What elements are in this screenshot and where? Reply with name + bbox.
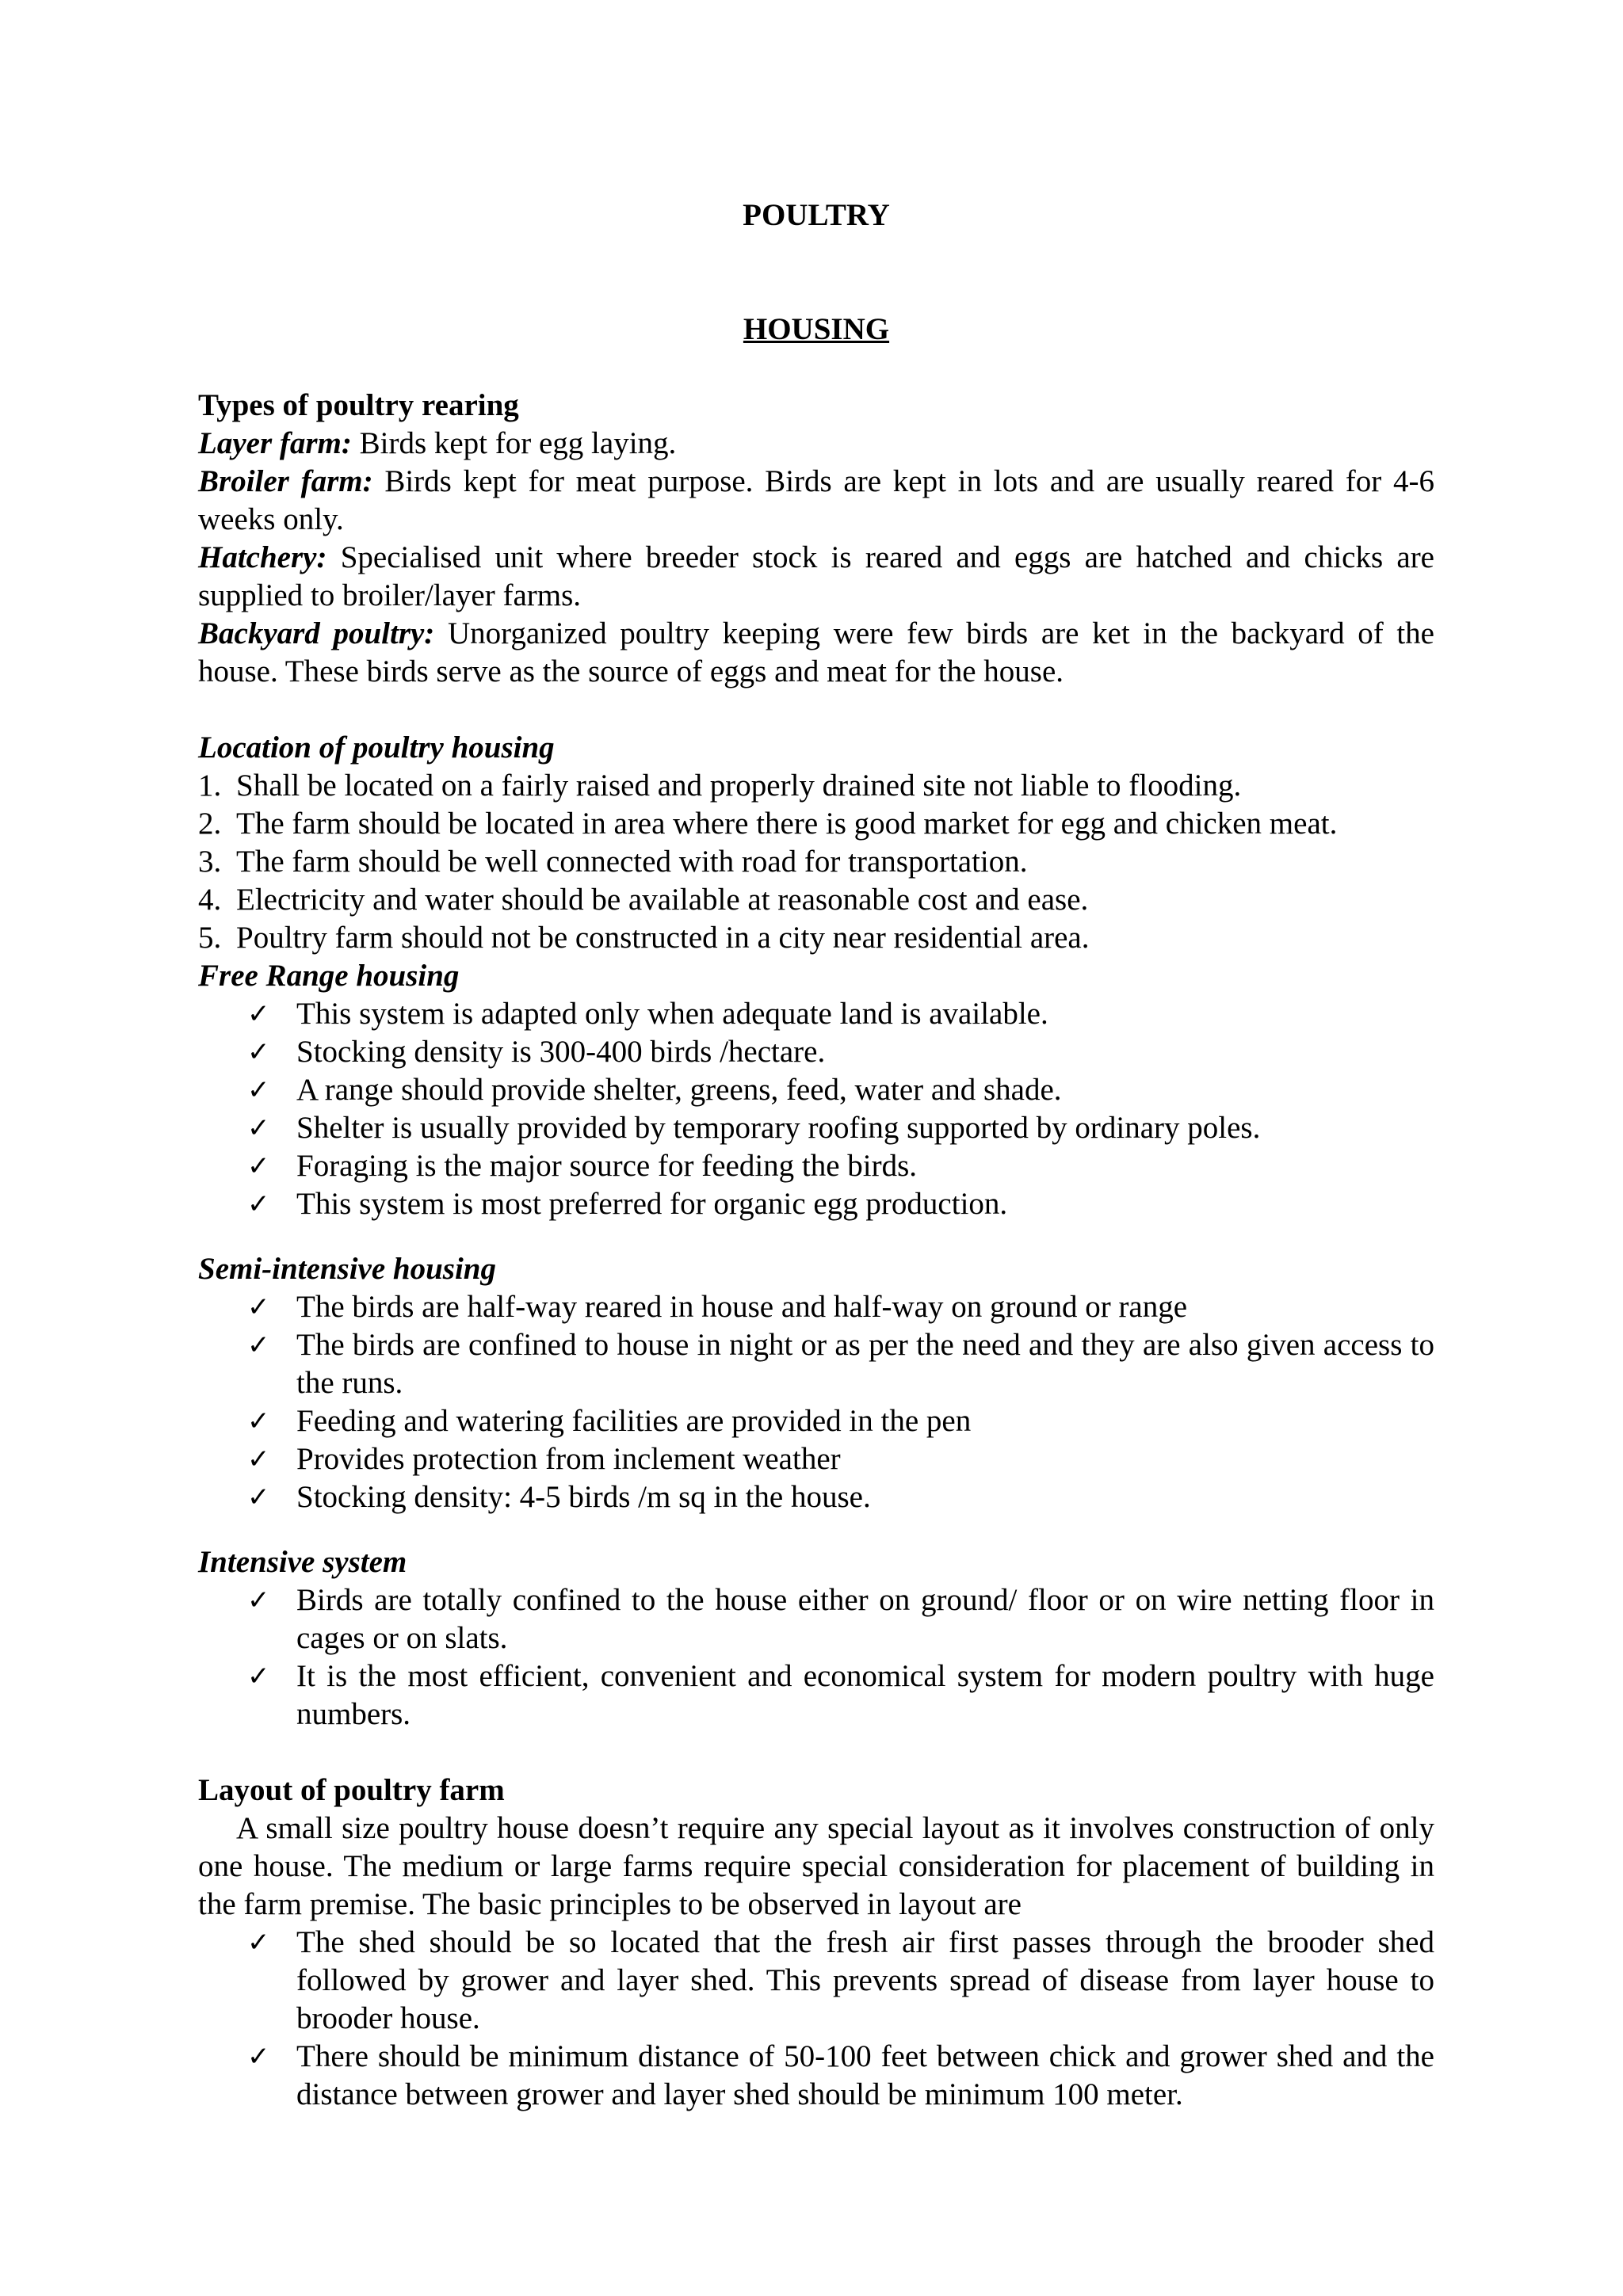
intensive-list	[198, 1581, 1434, 1733]
list-number: 2.	[198, 807, 222, 841]
list-item	[198, 1326, 1434, 1402]
list-text: Shelter is usually provided by temporary roofing supported by ordinary poles.	[296, 1111, 1261, 1145]
type-item-layer	[198, 425, 1434, 463]
type-term: Backyard poultry:	[198, 616, 435, 650]
list-text: Stocking density: 4-5 birds /m sq in the house.	[296, 1480, 871, 1514]
check-icon: ✓	[247, 1188, 270, 1220]
spacer	[198, 691, 1434, 729]
list-text: A range should provide shelter, greens, feed, water and shade.	[296, 1073, 1062, 1107]
list-item	[198, 805, 1434, 843]
list-number: 5.	[198, 921, 222, 955]
list-text: Feeding and watering facilities are provided in the pen	[296, 1404, 972, 1438]
type-text: Unorganized poultry keeping were few birds are ket in the backyard of the house. These birds serve as the source of eggs and meat for the house.	[198, 616, 1434, 688]
list-item	[198, 1440, 1434, 1478]
heading-types-of-rearing: Types of poultry rearing	[198, 388, 519, 422]
document-body	[198, 387, 1434, 2114]
list-item	[198, 1288, 1434, 1326]
list-text: This system is adapted only when adequate land is available.	[296, 997, 1048, 1031]
check-icon: ✓	[247, 1036, 270, 1068]
layout-list	[198, 1924, 1434, 2114]
list-text: This system is most preferred for organic egg production.	[296, 1187, 1008, 1221]
heading-layout: Layout of poultry farm	[198, 1773, 505, 1807]
list-item	[198, 1657, 1434, 1733]
heading-location: Location of poultry housing	[198, 730, 555, 765]
list-text: The farm should be well connected with road for transportation.	[236, 845, 1028, 879]
list-item	[198, 995, 1434, 1033]
layout-paragraph: A small size poultry house doesn’t require any special layout as it involves construction of only one house. The medium or large farms require special consideration for placement of building in the farm premise. The basic principles to be observed in layout are	[198, 1811, 1434, 1921]
type-item-backyard	[198, 615, 1434, 691]
list-item	[198, 843, 1434, 881]
check-icon: ✓	[247, 1112, 270, 1144]
heading-semi-intensive: Semi-intensive housing	[198, 1252, 496, 1286]
type-text: Specialised unit where breeder stock is reared and eggs are hatched and chicks are supplied to broiler/layer farms.	[198, 540, 1434, 612]
check-icon: ✓	[247, 1150, 270, 1182]
check-icon: ✓	[247, 998, 270, 1030]
list-item	[198, 1147, 1434, 1185]
check-icon: ✓	[247, 2041, 270, 2073]
list-number: 3.	[198, 845, 222, 879]
heading-free-range: Free Range housing	[198, 959, 460, 993]
spacer	[198, 1223, 1434, 1250]
check-icon: ✓	[247, 1329, 270, 1361]
list-text: The birds are confined to house in night or as per the need and they are also given access to the runs.	[296, 1328, 1434, 1400]
semi-intensive-list	[198, 1288, 1434, 1516]
type-term: Hatchery:	[198, 540, 327, 574]
list-item	[198, 1402, 1434, 1440]
spacer	[198, 1516, 1434, 1543]
list-text: Electricity and water should be available at reasonable cost and ease.	[236, 883, 1089, 917]
free-range-list	[198, 995, 1434, 1223]
type-item-broiler	[198, 463, 1434, 539]
list-text: The shed should be so located that the fresh air first passes through the brooder shed followed by grower and layer shed. This prevents spread of disease from layer house to brooder house.	[296, 1925, 1434, 2035]
type-term: Broiler farm:	[198, 464, 373, 498]
list-item	[198, 1581, 1434, 1657]
list-text: Provides protection from inclement weather	[296, 1442, 841, 1476]
list-item	[198, 919, 1434, 957]
check-icon: ✓	[247, 1927, 270, 1958]
list-text: Birds are totally confined to the house either on ground/ floor or on wire netting floor in cages or on slats.	[296, 1583, 1434, 1655]
list-item	[198, 767, 1434, 805]
check-icon: ✓	[247, 1585, 270, 1616]
list-item	[198, 2038, 1434, 2114]
list-text: There should be minimum distance of 50-100 feet between chick and grower shed and the distance between grower and layer shed should be minimum 100 meter.	[296, 2039, 1434, 2111]
check-icon: ✓	[247, 1482, 270, 1513]
check-icon: ✓	[247, 1405, 270, 1437]
list-item	[198, 1478, 1434, 1516]
list-text: The birds are half-way reared in house and half-way on ground or range	[296, 1290, 1188, 1324]
check-icon: ✓	[247, 1291, 270, 1323]
list-text: Stocking density is 300-400 birds /hectare.	[296, 1035, 826, 1069]
list-item	[198, 1185, 1434, 1223]
list-number: 4.	[198, 883, 222, 917]
check-icon: ✓	[247, 1074, 270, 1106]
list-text: Foraging is the major source for feeding the birds.	[296, 1149, 918, 1183]
heading-intensive: Intensive system	[198, 1545, 407, 1579]
list-item	[198, 881, 1434, 919]
location-list	[198, 767, 1434, 957]
list-text: Shall be located on a fairly raised and properly drained site not liable to flooding.	[236, 769, 1242, 803]
type-item-hatchery	[198, 539, 1434, 615]
type-term: Layer farm:	[198, 426, 352, 460]
section-title-housing: HOUSING	[743, 312, 890, 346]
list-item	[198, 1071, 1434, 1109]
type-text: Birds kept for egg laying.	[351, 426, 677, 460]
spacer	[198, 1733, 1434, 1772]
list-item	[198, 1033, 1434, 1071]
check-icon: ✓	[247, 1444, 270, 1475]
list-text: The farm should be located in area where there is good market for egg and chicken meat.	[236, 807, 1338, 841]
list-item	[198, 1109, 1434, 1147]
list-text: Poultry farm should not be constructed in a city near residential area.	[236, 921, 1090, 955]
list-item	[198, 1924, 1434, 2038]
type-text: Birds kept for meat purpose. Birds are kept in lots and are usually reared for 4-6 weeks only.	[198, 464, 1434, 536]
check-icon: ✓	[247, 1661, 270, 1692]
list-text: It is the most efficient, convenient and economical system for modern poultry with huge numbers.	[296, 1659, 1434, 1731]
list-number: 1.	[198, 769, 222, 803]
page-title: POULTRY	[743, 198, 890, 232]
